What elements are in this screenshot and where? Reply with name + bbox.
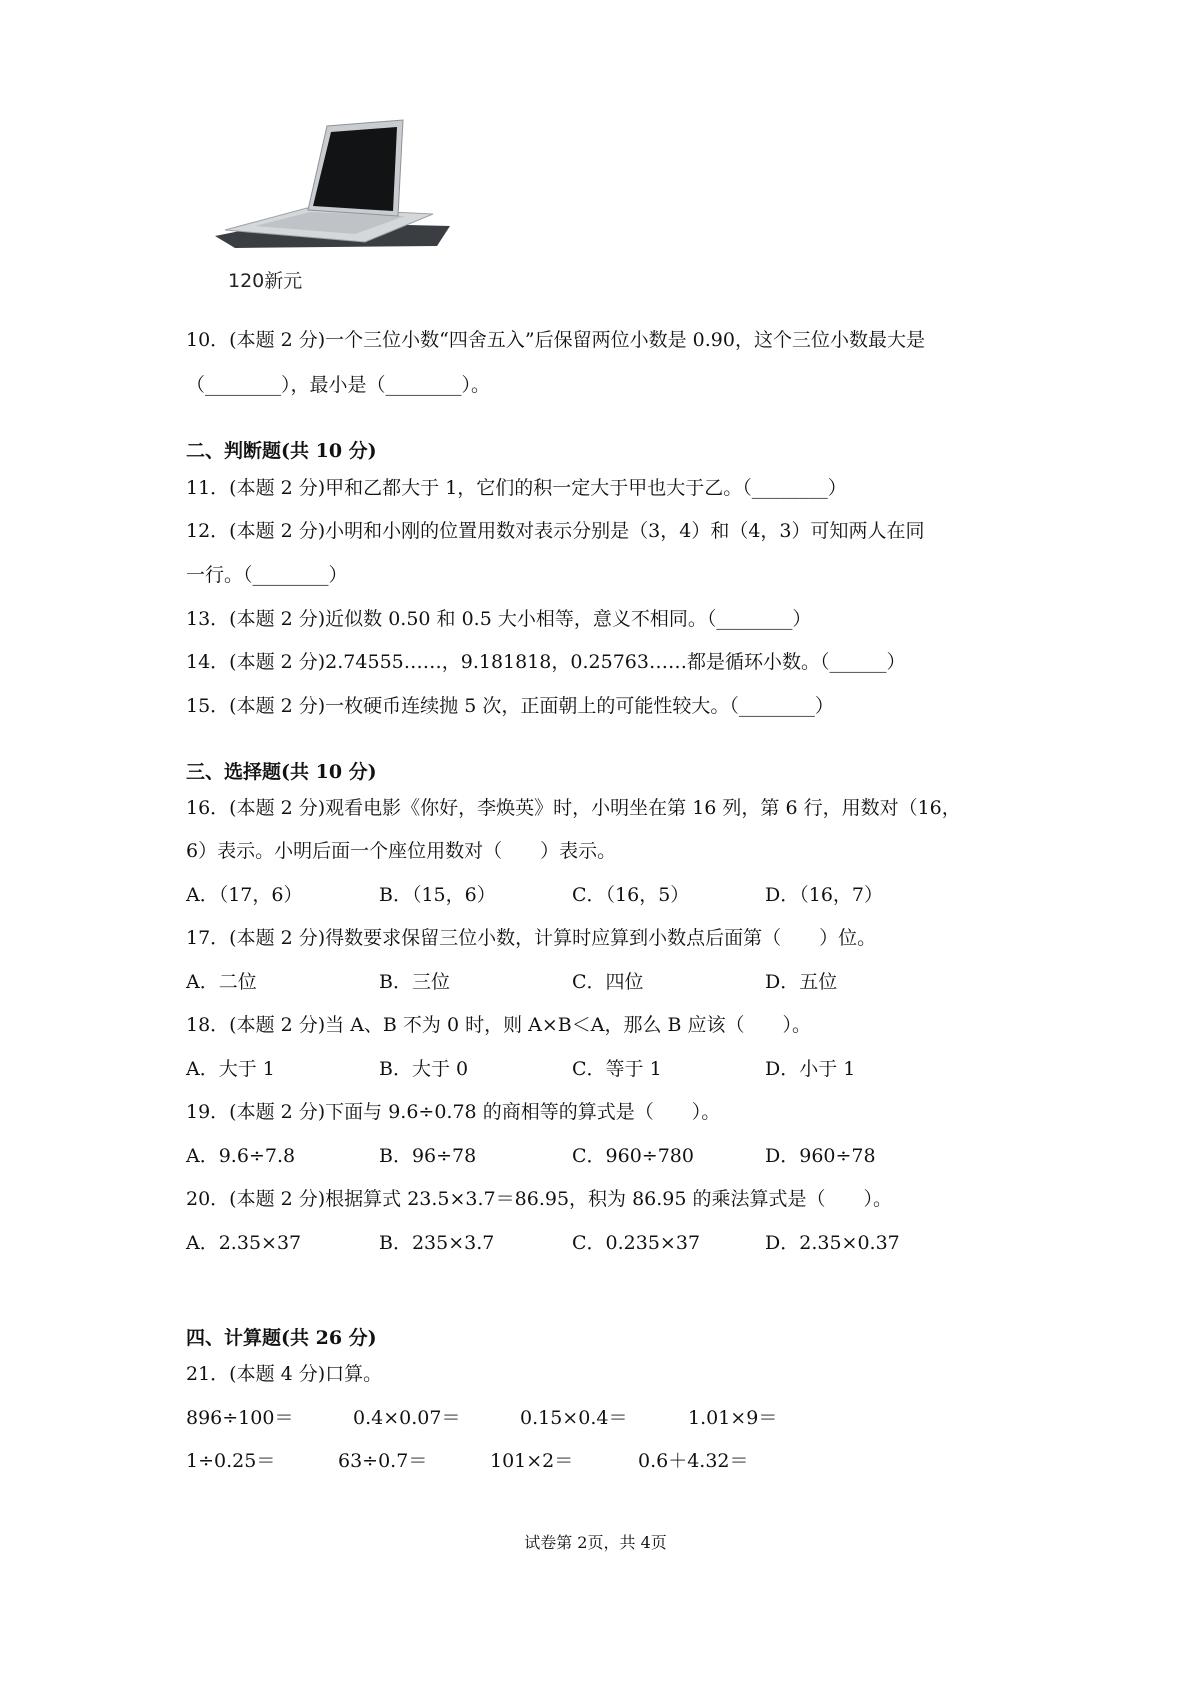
section-2-title: 二、判断题(共 10 分) [186, 440, 377, 462]
question-19-option-c: C．960÷780 [572, 1145, 694, 1167]
laptop-image [215, 118, 450, 268]
oral-calc-item: 896÷100＝ [186, 1407, 294, 1429]
question-17-option-c: C．四位 [572, 971, 644, 993]
question-13: 13．(本题 2 分)近似数 0.50 和 0.5 大小相等，意义不相同。（________） [186, 608, 812, 630]
question-16-option-b: B．（15，6） [379, 884, 496, 906]
question-17-option-d: D．五位 [765, 971, 838, 993]
question-19-option-a: A．9.6÷7.8 [186, 1145, 296, 1167]
question-10-line2: （________），最小是（________）。 [186, 374, 491, 396]
question-18-option-c: C．等于 1 [572, 1058, 662, 1080]
question-17-line1: 17．(本题 2 分)得数要求保留三位小数，计算时应算到小数点后面第（ ）位。 [186, 927, 877, 949]
oral-calc-item: 0.15×0.4＝ [520, 1407, 628, 1429]
question-19-option-d: D．960÷78 [765, 1145, 876, 1167]
question-15: 15．(本题 2 分)一枚硬币连续抛 5 次，正面朝上的可能性较大。（________） [186, 695, 834, 717]
question-19-option-b: B．96÷78 [379, 1145, 477, 1167]
question-21-line1: 21．(本题 4 分)口算。 [186, 1363, 383, 1385]
image-caption: 120新元 [228, 270, 303, 292]
question-16-option-c: C．（16，5） [572, 884, 690, 906]
question-20-option-a: A．2.35×37 [186, 1232, 302, 1254]
section-3-title: 三、选择题(共 10 分) [186, 761, 377, 783]
oral-calc-item: 1÷0.25＝ [186, 1450, 276, 1472]
question-11: 11．(本题 2 分)甲和乙都大于 1，它们的积一定大于甲也大于乙。（________） [186, 477, 847, 499]
question-16-line2: 6）表示。小明后面一个座位用数对（ ）表示。 [186, 840, 617, 862]
question-12-line2: 一行。（________） [186, 564, 348, 586]
question-19-line1: 19．(本题 2 分)下面与 9.6÷0.78 的商相等的算式是（ ）。 [186, 1101, 721, 1123]
oral-calc-item: 1.01×9＝ [688, 1407, 778, 1429]
question-10-line1: 10．(本题 2 分)一个三位小数“四舍五入”后保留两位小数是 0.90，这个三位小数最大是 [186, 329, 925, 351]
question-20-option-b: B．235×3.7 [379, 1232, 495, 1254]
question-17-option-b: B．三位 [379, 971, 450, 993]
question-18-line1: 18．(本题 2 分)当 A、B 不为 0 时，则 A×B＜A，那么 B 应该（ ）。 [186, 1014, 812, 1036]
section-4-title: 四、计算题(共 26 分) [186, 1327, 377, 1349]
question-18-option-d: D．小于 1 [765, 1058, 856, 1080]
question-16-option-a: A．（17，6） [186, 884, 303, 906]
question-18-option-a: A．大于 1 [186, 1058, 275, 1080]
question-20-option-d: D．2.35×0.37 [765, 1232, 900, 1254]
question-16-line1: 16．(本题 2 分)观看电影《你好，李焕英》时，小明坐在第 16 列，第 6 行，用数对（16， [186, 797, 961, 819]
question-20-line1: 20．(本题 2 分)根据算式 23.5×3.7＝86.95，积为 86.95 的乘法算式是（ ）。 [186, 1188, 893, 1210]
question-16-option-d: D．（16，7） [765, 884, 883, 906]
question-20-option-c: C．0.235×37 [572, 1232, 701, 1254]
oral-calc-item: 0.6＋4.32＝ [638, 1450, 749, 1472]
question-17-option-a: A．二位 [186, 971, 257, 993]
oral-calc-item: 63÷0.7＝ [338, 1450, 428, 1472]
question-12-line1: 12．(本题 2 分)小明和小刚的位置用数对表示分别是（3，4）和（4，3）可知两人在同 [186, 520, 925, 542]
question-14: 14．(本题 2 分)2.74555……，9.181818，0.25763……都是循环小数。（______） [186, 651, 906, 673]
question-18-option-b: B．大于 0 [379, 1058, 469, 1080]
page-footer: 试卷第 2页，共 4页 [524, 1533, 667, 1552]
oral-calc-item: 101×2＝ [490, 1450, 574, 1472]
oral-calc-item: 0.4×0.07＝ [353, 1407, 461, 1429]
